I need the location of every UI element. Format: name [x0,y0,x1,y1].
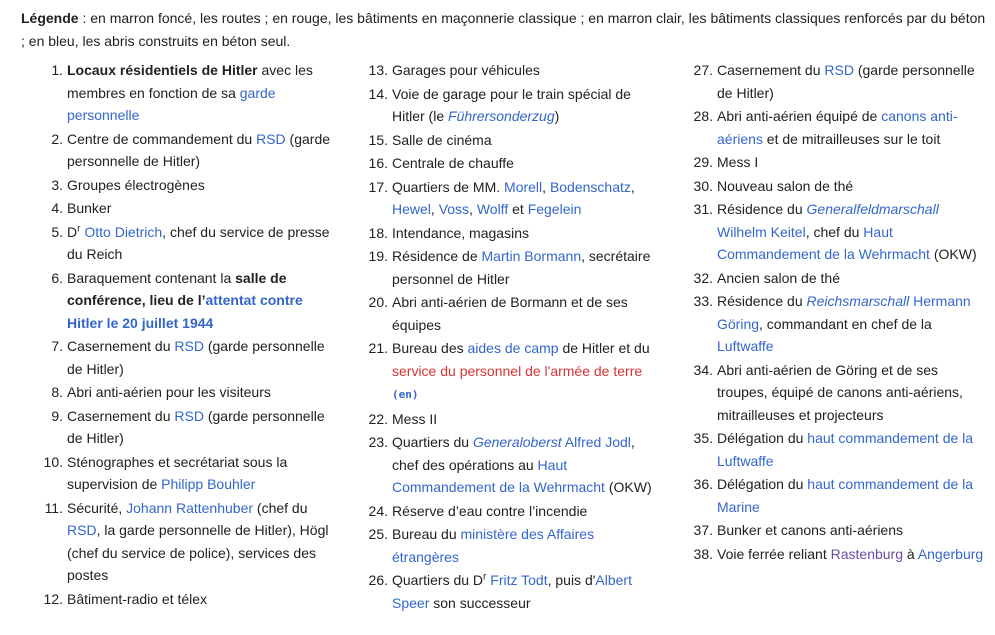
list-item: 23. Quartiers du Generaloberst Alfred Jodl, chef des opérations au Haut Commandement de la Wehrmacht (OKW) [368,434,652,495]
legend-text: : en marron foncé, les routes ; en rouge, les bâtiments en maçonnerie classique ; en marron clair, les bâtiments classiques renforcés par du béton ; en bleu, les abris construits en béton seul. [21,10,986,49]
list-item: 1. Locaux résidentiels de Hitler avec les membres en fonction de sa garde personnelle [51,62,313,123]
link-luftwaffe[interactable]: Luftwaffe [717,338,774,354]
list-item: 14. Voie de garage pour le train spécial de Hitler (le Führersonderzug) [368,85,631,124]
link-hewel[interactable]: Hewel [392,201,431,217]
list-item: 20. Abri anti-aérien de Bormann et de ses équipes [368,294,628,333]
link-rsd[interactable]: RSD [174,338,204,354]
link-alfred-jodl[interactable]: Generaloberst Alfred Jodl [472,434,631,450]
list-item: 4. Bunker [51,200,112,216]
list-item: 33. Résidence du Reichsmarschall Hermann Göring, commandant en chef de la Luftwaffe [693,293,971,354]
list-item: 7. Casernement du RSD (garde personnelle de Hitler) [51,338,325,377]
list-item: 31. Résidence du Generalfeldmarschall Wilhelm Keitel, chef du Haut Commandement de la Wehrmacht (OKW) [693,201,977,262]
link-johann-rattenhuber[interactable]: Johann Rattenhuber [126,499,254,516]
link-hermann-goring[interactable]: Reichsmarschall Hermann Göring [717,293,971,332]
link-rastenburg[interactable]: Rastenburg [830,545,904,562]
list-item: 25. Bureau du ministère des Affaires étrangères [368,526,595,565]
list-item: 35. Délégation du haut commandement de la Luftwaffe [693,430,974,469]
list-item: 5. $D^r$ Otto Dietrich, chef du service de presse du Reich [51,222,330,262]
link-oberkommando-marine[interactable]: haut commandement de la Marine [717,476,974,515]
legend [21,7,986,52]
list-column-1 [38,59,338,611]
link-fuhrersonderzug[interactable]: Führersonderzug [448,108,555,124]
link-oberkommando-luftwaffe[interactable]: haut commandement de la Luftwaffe [717,430,974,469]
list-item: 17. Quartiers de MM. Morell, Bodenschatz, Hewel, Voss, Wolff et Fegelein [368,178,635,217]
link-albert-speer[interactable]: Albert Speer [392,572,632,611]
list-item: 34. Abri anti-aérien de Göring et de ses troupes, équipé de canons anti-aériens, mitrailleuses et projecteurs [693,361,963,423]
list-item: 29. Mess I [693,154,759,170]
list-item: 3. Groupes électrogènes [51,176,205,193]
list-item: 32. Ancien salon de thé [693,269,840,286]
list-item: 28. Abri anti-aérien équipé de canons anti-aériens et de mitrailleuses sur le toit [693,108,958,147]
list-item: 19. Résidence de Martin Bormann, secrétaire personnel de Hitler [368,248,651,287]
link-okw[interactable]: Haut Commandement de la Wehrmacht [392,456,605,495]
link-rsd[interactable]: RSD [824,62,854,78]
list-item: 37. Bunker et canons anti-aériens [693,522,903,538]
list-item: 10. Sténographes et secrétariat sous la supervision de Philipp Bouhler [43,453,288,492]
link-angerburg[interactable]: Angerburg [917,545,984,562]
redlink-service-du-personnel[interactable]: service du personnel de l'armée de terre [392,362,643,379]
link-martin-bormann[interactable]: Martin Bormann [481,248,582,264]
link-voss[interactable]: Voss [438,201,470,217]
link-garde-personnelle[interactable]: garde personnelle [67,84,276,123]
list-item: 8. Abri anti-aérien pour les visiteurs [51,384,271,400]
link-attentat-20-juillet[interactable]: attentat contre Hitler le 20 juillet 1944 [67,292,303,331]
list-item: 26. Quartiers du $D^r$ Fritz Todt, puis d'Albert Speer son successeur [368,571,632,611]
link-en[interactable]: (en) [392,388,419,401]
link-rsd[interactable]: RSD [174,407,204,424]
link-fegelein[interactable]: Fegelein [527,201,582,217]
list-item: 18. Intendance, magasins [368,224,529,241]
link-bodenschatz[interactable]: Bodenschatz [549,178,631,195]
link-otto-dietrich[interactable]: Otto Dietrich [84,223,163,240]
list-item: 16. Centrale de chauffe [368,155,514,171]
list-item: 27. Casernement du RSD (garde personnelle de Hitler) [693,62,975,101]
link-philipp-bouhler[interactable]: Philipp Bouhler [161,476,256,492]
link-ministere-affaires-etrangeres[interactable]: ministère des Affaires étrangères [392,526,595,565]
list-item: 13. Garages pour véhicules [368,62,540,78]
list-item: 12. Bâtiment-radio et télex [43,590,208,607]
list-column-3 [688,59,988,566]
link-fritz-todt[interactable]: Fritz Todt [490,572,548,588]
list-item: 36. Délégation du haut commandement de la Marine [693,476,974,515]
legend-label: Légende [21,10,79,26]
list-item: 21. Bureau des aides de camp de Hitler et du service du personnel de l'armée de terre (en) [368,340,650,401]
link-canons-anti-aeriens[interactable]: canons anti-aériens [717,108,958,147]
link-aides-de-camp[interactable]: aides de camp [467,340,559,356]
list-item: 6. Baraquement contenant la salle de conférence, lieu de l’attentat contre Hitler le 20 juillet 1944 [51,269,303,331]
link-wolff[interactable]: Wolff [476,201,509,217]
link-rsd[interactable]: RSD [67,522,97,538]
list-item: 9. Casernement du RSD (garde personnelle de Hitler) [51,407,325,446]
list-item: 2. Centre de commandement du RSD (garde personnelle de Hitler) [51,130,331,169]
link-rsd[interactable]: RSD [256,130,286,147]
list-item: 11. Sécurité, Johann Rattenhuber (chef du RSD, la garde personnelle de Hitler), Högl (chef du service de police), services des postes [44,499,329,583]
link-morell[interactable]: Morell [504,178,543,195]
link-okw[interactable]: Haut Commandement de la Wehrmacht [717,223,930,262]
list-item: 38. Voie ferrée reliant Rastenburg à Angerburg [693,545,984,562]
list-column-2 [363,59,663,615]
list-item: 30. Nouveau salon de thé [693,177,854,194]
list-item: 22. Mess II [368,410,438,427]
list-item: 24. Réserve d’eau contre l’incendie [368,502,588,519]
link-wilhelm-keitel[interactable]: Generalfeldmarschall Wilhelm Keitel [717,201,939,240]
list-item: 15. Salle de cinéma [368,131,492,148]
